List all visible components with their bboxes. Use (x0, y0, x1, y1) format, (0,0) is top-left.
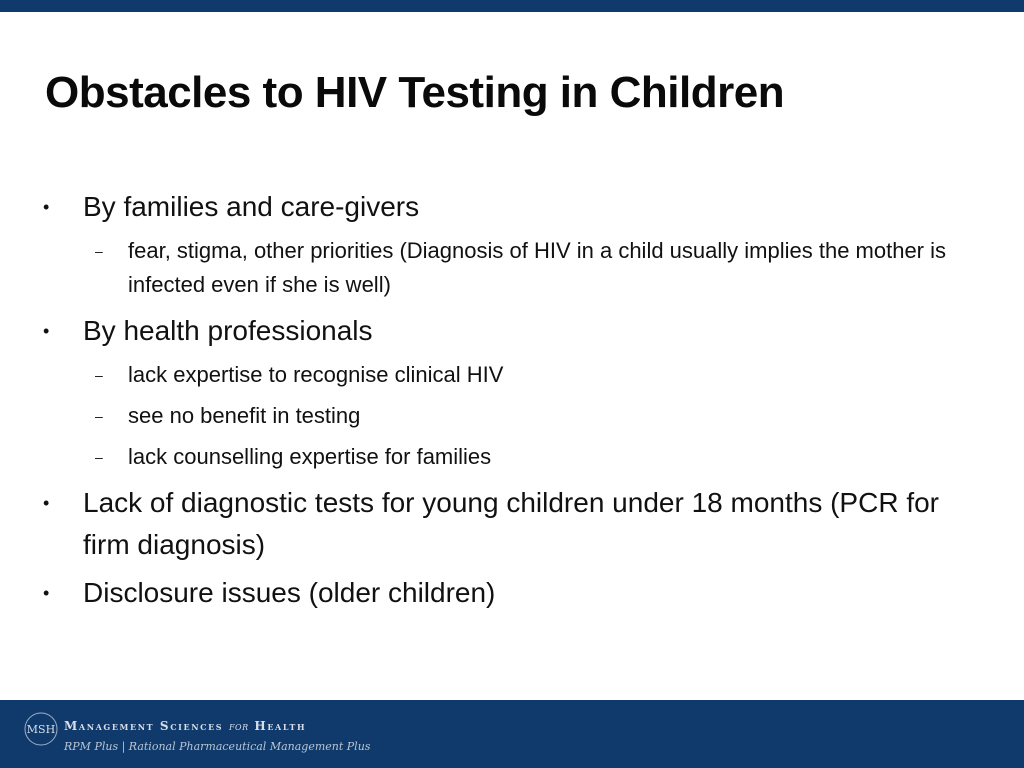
org-name-for: for (228, 719, 249, 733)
program-name: RPM Plus | Rational Pharmaceutical Management Plus (64, 740, 371, 753)
bullet-dot-icon: • (43, 493, 50, 513)
sub-bullet-no-benefit: see no benefit in testing (128, 403, 361, 428)
bullet-dot-icon: • (43, 583, 50, 603)
bullet-disclosure: Disclosure issues (older children) (83, 577, 496, 608)
footer-bar (0, 700, 1024, 768)
sub-bullet-dash-icon: – (95, 408, 103, 424)
sub-bullet-fear-stigma: fear, stigma, other priorities (Diagnosis of HIV in a child usually implies the mother is infected even if she is well) (128, 238, 947, 297)
msh-logo-icon (22, 710, 60, 748)
bullet-diagnostic-tests: Lack of diagnostic tests for young children under 18 months (PCR for firm diagnosis) (83, 487, 939, 560)
sub-bullet-dash-icon: – (95, 243, 103, 259)
sub-bullet-lack-expertise: lack expertise to recognise clinical HIV (128, 362, 504, 387)
org-name (64, 719, 306, 733)
bullet-dot-icon: • (43, 321, 50, 341)
org-name-part2: Health (254, 719, 307, 733)
bullet-families: By families and care-givers (83, 191, 420, 222)
sub-bullet-dash-icon: – (95, 367, 103, 383)
bullet-health-professionals: By health professionals (83, 315, 373, 346)
logo-text: MSH (26, 723, 56, 736)
sub-bullet-dash-icon: – (95, 449, 103, 465)
slide-title: Obstacles to HIV Testing in Children (45, 68, 785, 117)
sub-bullet-counselling: lack counselling expertise for families (128, 444, 492, 469)
org-name-part1: Management Sciences (64, 719, 224, 733)
bullet-dot-icon: • (43, 197, 50, 217)
top-accent-bar (0, 0, 1024, 12)
